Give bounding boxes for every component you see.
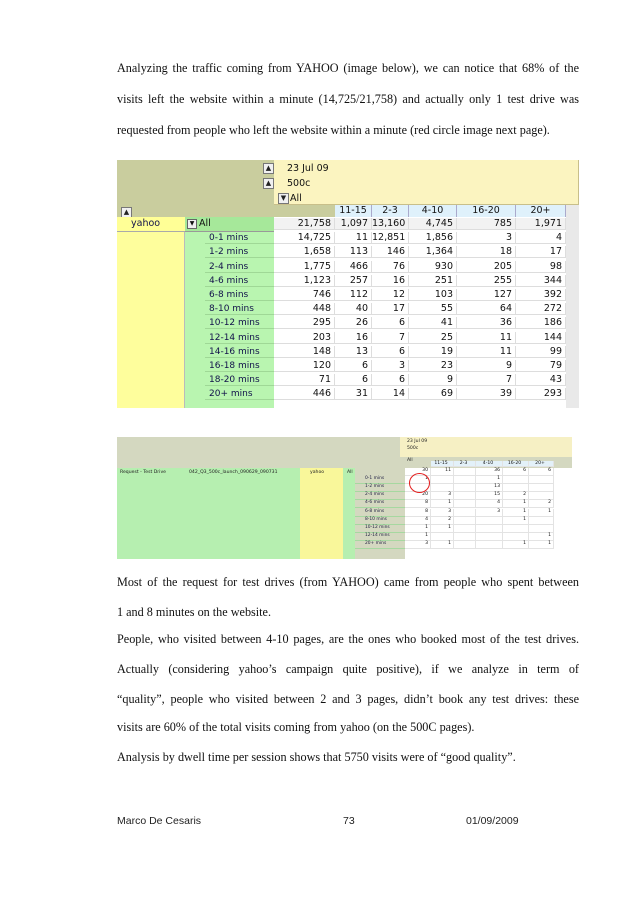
- table-cell: 272: [516, 303, 566, 315]
- table-cell: 7: [372, 332, 409, 344]
- pivot2-cell: 1: [529, 541, 554, 549]
- table-cell: 293: [516, 388, 566, 400]
- pivot2-cell: [454, 541, 476, 549]
- pivot2-cell: [503, 533, 529, 541]
- pivot2-cell: 20: [405, 492, 431, 500]
- pivot2-column-header: 4-10: [476, 461, 503, 467]
- pivot2-cell: [529, 476, 554, 484]
- table-cell: 79: [516, 360, 566, 372]
- body-line-4: Actually (considering yahoo’s campaign quite positive), if we analyze in term of: [117, 662, 579, 676]
- pivot2-cell: 8: [405, 509, 431, 517]
- pivot2-row-label: 0-1 mins: [355, 476, 405, 484]
- pivot2-cell: [454, 509, 476, 517]
- table-cell: 69: [409, 388, 457, 400]
- table-cell: 40: [335, 303, 372, 315]
- dwell-row-label: 18-20 mins: [205, 374, 274, 386]
- pivot2-cell: [476, 525, 503, 533]
- table-cell: 3: [457, 232, 516, 244]
- table-cell: 930: [409, 261, 457, 273]
- table-cell: 7: [457, 374, 516, 386]
- table-cell: 16: [335, 332, 372, 344]
- body-line-5: “quality”, people who visited between 2 and 3 pages, didn’t book any test drives: these: [117, 692, 579, 706]
- footer-page-number: 73: [343, 815, 355, 827]
- table-cell: 344: [516, 275, 566, 287]
- table-cell: 1,658: [274, 246, 335, 258]
- source-label: yahoo: [131, 218, 161, 229]
- pivot2-column-header: 11-15: [431, 461, 454, 467]
- pivot2-cell: 1: [405, 533, 431, 541]
- table-cell: 71: [274, 374, 335, 386]
- dwell-row-label: 16-18 mins: [205, 360, 274, 372]
- pivot2-cell: 4: [405, 517, 431, 525]
- model-label: 500c: [287, 178, 311, 189]
- table-cell: 146: [372, 246, 409, 258]
- pivot2-cell: [476, 533, 503, 541]
- table-cell: 1,775: [274, 261, 335, 273]
- column-header: 2-3: [372, 205, 409, 217]
- table-cell: 251: [409, 275, 457, 287]
- pivot2-cell: [454, 492, 476, 500]
- pivot2-cell: [454, 476, 476, 484]
- intro-line-1: Analyzing the traffic coming from YAHOO (image below), we can notice that 68% of the: [117, 61, 579, 75]
- pivot2-row-label: 8-10 mins: [355, 517, 405, 525]
- pivot2-cell: 2: [431, 517, 454, 525]
- pivot2-cell: [454, 484, 476, 492]
- table-cell: 76: [372, 261, 409, 273]
- pivot2-source-column: [300, 468, 343, 559]
- table-cell: 746: [274, 289, 335, 301]
- table-cell: 14: [372, 388, 409, 400]
- request-label: Request - Test Drive: [120, 470, 166, 475]
- all-row-cell: [185, 217, 274, 232]
- table-cell: 295: [274, 317, 335, 329]
- pivot2-cell: 1: [476, 476, 503, 484]
- dwell-row-label: 10-12 mins: [205, 317, 274, 329]
- dwell-row-label: 1-2 mins: [205, 246, 274, 258]
- body-line-6: visits are 60% of the total visits coming from yahoo (on the 500C pages).: [117, 720, 475, 734]
- pivot2-row-label: 12-14 mins: [355, 533, 405, 541]
- body-line-7: Analysis by dwell time per session shows that 5750 visits were of “good quality”.: [117, 750, 516, 764]
- pivot2-cell: 1: [503, 500, 529, 508]
- table-cell: 12,851: [372, 232, 409, 244]
- table-cell: 392: [516, 289, 566, 301]
- pivot2-cell: 36: [476, 468, 503, 476]
- pivot2-all-label: All: [407, 458, 413, 463]
- pivot2-model-label: 500c: [407, 446, 419, 451]
- dwell-row-label: 2-4 mins: [205, 261, 274, 273]
- table-cell: 99: [516, 346, 566, 358]
- pivot2-cell: 3: [476, 509, 503, 517]
- table-scrollbar[interactable]: [566, 205, 579, 408]
- pivot2-cell: [529, 484, 554, 492]
- table-cell: 25: [409, 332, 457, 344]
- table-cell: 6: [372, 346, 409, 358]
- table-cell: 13,160: [372, 218, 409, 230]
- table-cell: 466: [335, 261, 372, 273]
- table-cell: 257: [335, 275, 372, 287]
- table-cell: 43: [516, 374, 566, 386]
- table-cell: 6: [372, 317, 409, 329]
- all-label: All: [290, 193, 302, 204]
- pivot2-cell: 1: [503, 517, 529, 525]
- highlight-circle: [409, 473, 430, 493]
- table-cell: 21,758: [274, 218, 335, 230]
- pivot2-cell: [454, 468, 476, 476]
- table-cell: 55: [409, 303, 457, 315]
- table-cell: 64: [457, 303, 516, 315]
- table-cell: 1,123: [274, 275, 335, 287]
- pivot2-date-label: 23 Jul 09: [407, 439, 428, 444]
- body-line-1: Most of the request for test drives (from YAHOO) came from people who spent between: [117, 575, 579, 589]
- column-header: 4-10: [409, 205, 457, 217]
- collapse-all-icon[interactable]: ▼: [278, 193, 289, 204]
- pivot2-cell: [454, 517, 476, 525]
- table-cell: 23: [409, 360, 457, 372]
- table-cell: 11: [457, 346, 516, 358]
- intro-line-2: visits left the website within a minute (14,725/21,758) and actually only 1 test drive was: [117, 92, 579, 106]
- table-cell: 1,971: [516, 218, 566, 230]
- table-cell: 255: [457, 275, 516, 287]
- table-cell: 98: [516, 261, 566, 273]
- pivot2-cell: 1: [503, 509, 529, 517]
- table-cell: 127: [457, 289, 516, 301]
- table-cell: 6: [372, 374, 409, 386]
- pivot2-row-label: 10-12 mins: [355, 525, 405, 533]
- table-cell: 112: [335, 289, 372, 301]
- dwell-row-label: 8-10 mins: [205, 303, 274, 315]
- table-cell: 39: [457, 388, 516, 400]
- pivot2-cell: 3: [431, 492, 454, 500]
- pivot2-row-label: 20+ mins: [355, 541, 405, 549]
- campaign-label: 042_Q3_500c_launch_090629_090731: [189, 470, 278, 475]
- pivot2-row-label: 2-4 mins: [355, 492, 405, 500]
- pivot2-cell: 3: [431, 509, 454, 517]
- table-cell: 446: [274, 388, 335, 400]
- pivot2-row-label: 1-2 mins: [355, 484, 405, 492]
- pivot2-cell: 2: [503, 492, 529, 500]
- table-cell: 9: [457, 360, 516, 372]
- pivot2-column-header: 20+: [529, 461, 554, 467]
- pivot2-cell: [503, 525, 529, 533]
- table-cell: 18: [457, 246, 516, 258]
- pivot2-column-header: 2-3: [454, 461, 476, 467]
- table-cell: 19: [409, 346, 457, 358]
- table-cell: 17: [516, 246, 566, 258]
- table-cell: 17: [372, 303, 409, 315]
- table-cell: 6: [335, 374, 372, 386]
- source-column: [117, 217, 185, 408]
- dwell-row-label: 12-14 mins: [205, 332, 274, 344]
- dwell-row-label: 14-16 mins: [205, 346, 274, 358]
- pivot2-cell: 1: [503, 541, 529, 549]
- pivot2-cell: 6: [529, 468, 554, 476]
- expand-source-icon[interactable]: ▲: [121, 207, 132, 218]
- pivot2-cell: 1: [529, 509, 554, 517]
- table-cell: 26: [335, 317, 372, 329]
- pivot2-cell: [529, 525, 554, 533]
- pivot2-cell: [503, 476, 529, 484]
- pivot2-cell: [529, 517, 554, 525]
- footer-author: Marco De Cesaris: [117, 815, 202, 827]
- pivot2-column-header: 16-20: [503, 461, 529, 467]
- body-line-2: 1 and 8 minutes on the website.: [117, 605, 272, 619]
- table-cell: 16: [372, 275, 409, 287]
- pivot2-cell: [431, 533, 454, 541]
- column-header: 16-20: [457, 205, 516, 217]
- pivot2-cell: 11: [431, 468, 454, 476]
- expand-model-icon[interactable]: ▲: [263, 178, 274, 189]
- pivot2-cell: 30: [405, 468, 431, 476]
- footer-date: 01/09/2009: [466, 815, 519, 827]
- expand-date-icon[interactable]: ▲: [263, 163, 274, 174]
- pivot2-cell: [431, 476, 454, 484]
- column-header: 11-15: [335, 205, 372, 217]
- expander-column: [185, 217, 200, 408]
- pivot2-cell: 8: [405, 500, 431, 508]
- pivot2-cell: 1: [431, 525, 454, 533]
- table-cell: 103: [409, 289, 457, 301]
- table-cell: 144: [516, 332, 566, 344]
- pivot2-cell: 15: [476, 492, 503, 500]
- table-cell: 113: [335, 246, 372, 258]
- body-line-3: People, who visited between 4-10 pages, are the ones who booked most of the test drives.: [117, 632, 579, 646]
- pivot2-source-label: yahoo: [310, 470, 325, 475]
- pivot2-cell: 13: [476, 484, 503, 492]
- table-cell: 785: [457, 218, 516, 230]
- pivot2-cell: [476, 541, 503, 549]
- table-cell: 186: [516, 317, 566, 329]
- table-cell: 4: [516, 232, 566, 244]
- source-cell: [117, 217, 185, 232]
- dwell-row-label: 0-1 mins: [205, 232, 274, 244]
- table-cell: 41: [409, 317, 457, 329]
- table-cell: 6: [335, 360, 372, 372]
- pivot2-cell: [454, 525, 476, 533]
- pivot2-cell: 4: [476, 500, 503, 508]
- collapse-dwell-icon[interactable]: ▼: [187, 219, 197, 229]
- pivot2-cell: 1: [431, 541, 454, 549]
- table-cell: 11: [335, 232, 372, 244]
- pivot2-cell: 1: [405, 525, 431, 533]
- dwell-row-label: 6-8 mins: [205, 289, 274, 301]
- pivot2-cell: [454, 533, 476, 541]
- pivot2-cell: 3: [405, 541, 431, 549]
- table-cell: 36: [457, 317, 516, 329]
- table-cell: 205: [457, 261, 516, 273]
- pivot2-row-label: 6-8 mins: [355, 509, 405, 517]
- table-cell: 448: [274, 303, 335, 315]
- table-cell: 13: [335, 346, 372, 358]
- table-cell: 148: [274, 346, 335, 358]
- table-cell: 3: [372, 360, 409, 372]
- pivot-table-yahoo-visits: [117, 160, 579, 408]
- pivot2-cell: 1: [529, 533, 554, 541]
- pivot2-cell: 2: [529, 500, 554, 508]
- table-cell: 14,725: [274, 232, 335, 244]
- table-cell: 11: [457, 332, 516, 344]
- pivot-table-test-drive: [117, 437, 572, 559]
- intro-line-3: requested from people who left the website within a minute (red circle image next page).: [117, 123, 550, 137]
- table-cell: 120: [274, 360, 335, 372]
- pivot2-cell: [476, 517, 503, 525]
- table-cell: 31: [335, 388, 372, 400]
- all-row-label: All: [199, 218, 211, 229]
- pivot2-cell: [454, 500, 476, 508]
- table-cell: 4,745: [409, 218, 457, 230]
- table-cell: 12: [372, 289, 409, 301]
- table-cell: 1,856: [409, 232, 457, 244]
- dwell-row-label: 4-6 mins: [205, 275, 274, 287]
- table-cell: 1,097: [335, 218, 372, 230]
- table-cell: 1,364: [409, 246, 457, 258]
- table-cell: 203: [274, 332, 335, 344]
- pivot2-cell: 6: [503, 468, 529, 476]
- pivot2-cell: 1: [431, 500, 454, 508]
- pivot2-all-row-label: All: [347, 470, 353, 475]
- pivot2-cell: 1: [405, 476, 431, 484]
- table-cell: 9: [409, 374, 457, 386]
- column-header: 20+: [516, 205, 566, 217]
- date-label: 23 Jul 09: [287, 163, 329, 174]
- dwell-row-label: 20+ mins: [205, 388, 274, 400]
- pivot2-row-label: 4-6 mins: [355, 500, 405, 508]
